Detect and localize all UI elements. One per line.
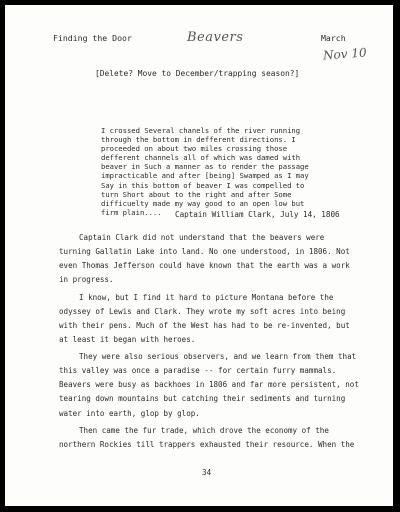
editor-note: [Delete? Move to December/trapping season?] [95, 69, 300, 78]
handwritten-annotation: Beavers [187, 30, 244, 45]
running-title: Finding the Door [53, 33, 132, 43]
paragraph: Captain Clark did not understand that the beavers were turning Gallatin Lake into land. No one understood, in 1806. Not even Thomas Jefferson could have known that the earth was a work in progress. [59, 233, 350, 285]
block-quote: I crossed Several chanels of the river running through the bottom in defferent directions. I proceeded on about two miles crossing those defferent channels all of which was damed with beaver in Such a manner as to render the passage impracticable and after [being] Swamped as I may Say in this bottom of beaver I was compelled to turn Short about to the right and after Some difficuelty made my way good to an open low but firm plain.... [101, 126, 309, 217]
paragraph: I know, but I find it hard to picture Montana before the odyssey of Lewis and Clark. They wrote my soft acres into being with their pens. Much of the West has had to be re-invented, but at least it began with heroes. [59, 292, 350, 344]
paragraph: Then came the fur trade, which drove the economy of the northern Rockies till trappers exhausted their resource. When the [59, 425, 355, 449]
page-number: 34 [202, 468, 212, 477]
header-date: March [321, 33, 346, 43]
paragraph: They were also serious observers, and we learn from them that this valley was once a paradise -- for certain furry mammals. Beavers were busy as backhoes in 1806 and far more persistent, not tearing down mountains but catching their sediments and turning water into earth, glop by glop. [59, 352, 359, 418]
quote-attribution: Captain William Clark, July 14, 1806 [175, 210, 340, 219]
body-text [59, 231, 359, 455]
document-page [5, 5, 393, 506]
handwritten-date-annotation: Nov 10 [322, 45, 368, 63]
